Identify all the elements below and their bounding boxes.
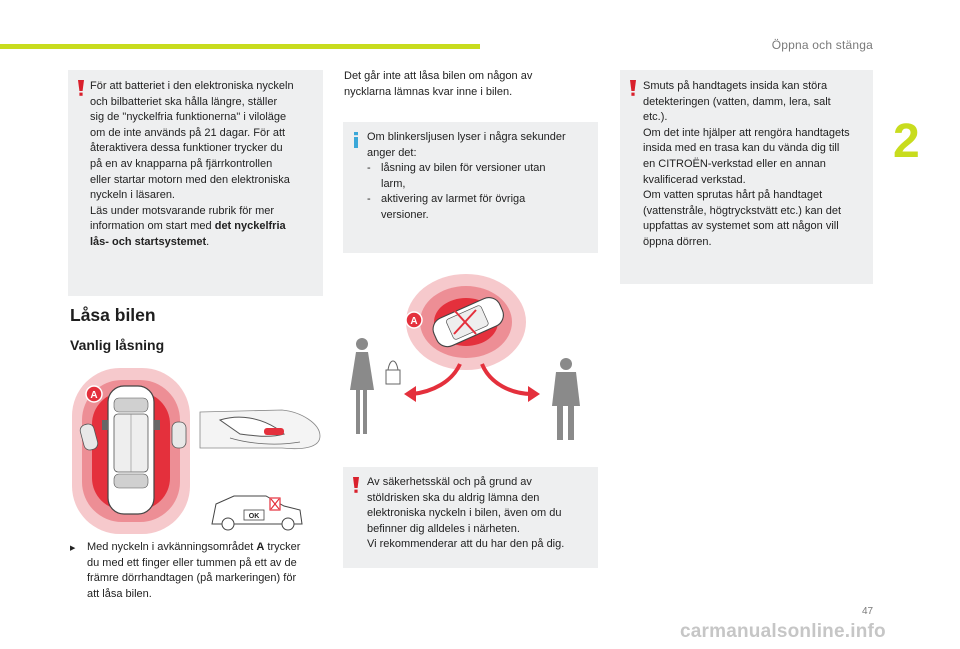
bold-reference: lås- och startsystemet <box>90 235 207 248</box>
chapter-number: 2 <box>893 115 920 168</box>
section-title: Låsa bilen <box>70 305 156 325</box>
section-subtitle: Vanlig låsning <box>70 337 165 353</box>
key-inside-note <box>344 69 594 100</box>
marker-a-label: A <box>90 390 98 401</box>
watermark: carmanualsonline.info <box>680 621 886 642</box>
text-line: öppna dörren. <box>643 235 712 248</box>
text-line: nycklarna lämnas kvar inne i bilen. <box>344 85 513 98</box>
battery-warning-text <box>90 79 322 251</box>
text-line: eller startar motorn med den elektroniska <box>90 173 290 186</box>
dirt-warning-text <box>643 79 871 251</box>
bold-reference: A <box>256 541 265 553</box>
text-line: larm, <box>381 177 406 190</box>
text-line: en CITROËN-verkstad eller en annan <box>643 157 826 170</box>
text-line: anger det: <box>367 146 417 159</box>
text-line: stöldrisken ska du aldrig lämna den <box>367 491 540 504</box>
text-line: nyckeln i läsaren. <box>90 189 175 202</box>
text-line: - låsning av bilen för versioner utan <box>381 162 546 175</box>
text-line: Läs under motsvarande rubrik för mer <box>90 204 275 217</box>
text-line: Vi rekommenderar att du har den på dig. <box>367 538 565 551</box>
text-line: För att batteriet i den elektroniska nyckeln <box>90 80 294 92</box>
text-line: Om det inte hjälper att rengöra handtagets <box>643 126 850 139</box>
instruction-bullet <box>70 540 330 556</box>
text-line: återaktivera dessa funktioner trycker du <box>90 142 283 155</box>
list-item <box>367 161 595 192</box>
text-line: elektroniska nyckeln i bilen, även om du <box>367 507 562 520</box>
list-item <box>367 192 595 223</box>
text-line: på en av knapparna på fjärrkontrollen <box>90 157 273 170</box>
arrow-right-icon <box>482 364 532 394</box>
text-span: information om start med <box>90 220 215 233</box>
lock-illustration <box>70 364 330 534</box>
lock-instruction <box>70 540 330 602</box>
ok-label: OK <box>248 513 260 520</box>
info-icon <box>352 132 360 148</box>
section-header-title: Öppna och stänga <box>771 38 873 52</box>
warning-icon <box>77 80 85 96</box>
marker-a-label: A <box>410 316 418 327</box>
text-line: främre dörrhandtagen (på markeringen) för <box>87 572 297 585</box>
text-line: och bilbatteriet ska hålla längre, ställer <box>90 95 278 108</box>
text-span: . <box>206 235 210 248</box>
text-line: befinner dig alldeles i närheten. <box>367 522 520 535</box>
text-line: Det går inte att låsa bilen om någon av <box>344 70 533 82</box>
security-warning-text <box>367 475 595 553</box>
text-line: - aktivering av larmet för övriga <box>381 193 526 206</box>
text-line: detekteringen (vatten, damm, lera, salt <box>643 95 831 108</box>
man-silhouette-icon <box>552 358 580 440</box>
text-line: etc.). <box>643 111 668 124</box>
text-line: Om blinkersljusen lyser i några sekunder <box>367 131 566 143</box>
text-line: Om vatten sprutas hårt på handtaget <box>643 189 823 202</box>
page-number: 47 <box>862 606 874 617</box>
header-accent-bar <box>0 44 480 49</box>
warning-icon <box>629 80 637 96</box>
text-line: kvalificerad verkstad. <box>643 173 746 186</box>
walk-away-illustration <box>348 272 588 444</box>
text-line: uppfattas av systemet som att någon vill <box>643 220 839 233</box>
info-box-text <box>367 130 595 224</box>
car-top-view-icon <box>102 386 160 514</box>
text-line: (vattenstråle, högtryckstvätt etc.) kan det <box>643 204 842 217</box>
text-line: sig de "nyckelfria funktionerna" i viloläge <box>90 111 287 124</box>
text-line <box>90 219 322 235</box>
text-span: trycker <box>264 541 301 553</box>
woman-silhouette-icon <box>350 338 400 434</box>
text-line: att låsa bilen. <box>87 587 152 600</box>
text-line: insida med en trasa kan du vända dig till <box>643 142 840 155</box>
text-line: Av säkerhetsskäl och på grund av <box>367 476 532 488</box>
text-span: Med nyckeln i avkänningsområdet <box>87 541 257 553</box>
hand-on-handle-icon <box>200 410 320 449</box>
warning-icon <box>352 477 360 493</box>
text-line <box>90 235 322 251</box>
text-line: versioner. <box>381 208 429 221</box>
text-line: om de inte används på 21 dagar. För att <box>90 126 286 139</box>
bold-reference: det nyckelfria <box>214 220 286 233</box>
text-line: du med ett finger eller tummen på ett av de <box>87 556 297 569</box>
text-line: Smuts på handtagets insida kan störa <box>643 80 828 92</box>
